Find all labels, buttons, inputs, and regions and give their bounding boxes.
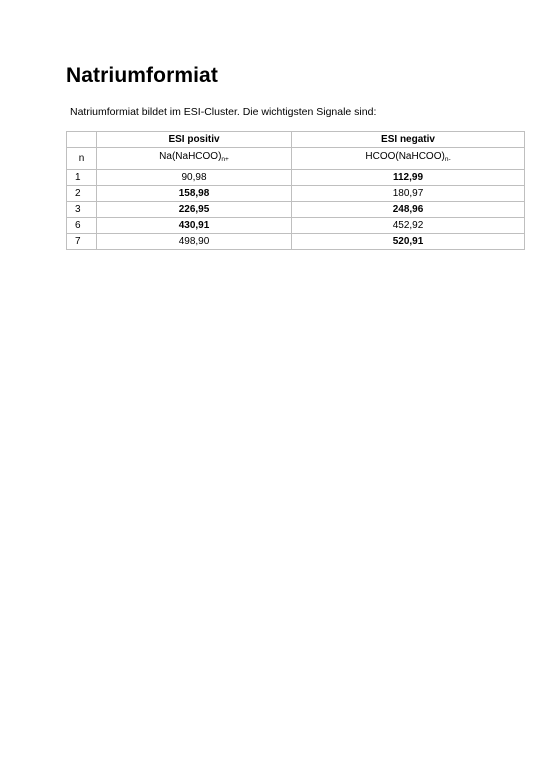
negative-value-cell: 112,99 [292, 170, 525, 186]
table-row [67, 202, 525, 218]
negative-value-cell: 180,97 [292, 186, 525, 202]
formula-row [67, 148, 525, 170]
n-cell: 7 [67, 234, 97, 250]
positive-value-cell: 498,90 [97, 234, 292, 250]
negative-formula-base: HCOO(NaHCOO) [365, 151, 445, 162]
positive-value-cell: 90,98 [97, 170, 292, 186]
negative-formula-cell [292, 148, 525, 170]
table-row [67, 186, 525, 202]
header-cell-esi-negative: ESI negativ [292, 132, 525, 148]
positive-formula-cell [97, 148, 292, 170]
table-row [67, 218, 525, 234]
negative-value-cell: 452,92 [292, 218, 525, 234]
positive-formula-subscript: n+ [221, 156, 229, 163]
n-label-cell: n [67, 148, 97, 170]
esi-signal-table [66, 131, 525, 250]
negative-value-cell: 248,96 [292, 202, 525, 218]
header-cell-esi-positive: ESI positiv [97, 132, 292, 148]
n-cell: 3 [67, 202, 97, 218]
positive-value-cell: 226,95 [97, 202, 292, 218]
positive-value-cell: 430,91 [97, 218, 292, 234]
page-title: Natriumformiat [66, 64, 218, 87]
positive-value-cell: 158,98 [97, 186, 292, 202]
table-row [67, 170, 525, 186]
n-cell: 2 [67, 186, 97, 202]
positive-formula-base: Na(NaHCOO) [159, 151, 222, 162]
table-row [67, 234, 525, 250]
header-cell-empty [67, 132, 97, 148]
negative-value-cell: 520,91 [292, 234, 525, 250]
table-header-row [67, 132, 525, 148]
intro-text: Natriumformiat bildet im ESI-Cluster. Die wichtigsten Signale sind: [70, 106, 377, 118]
n-cell: 1 [67, 170, 97, 186]
n-cell: 6 [67, 218, 97, 234]
negative-formula-subscript: n- [444, 156, 451, 163]
